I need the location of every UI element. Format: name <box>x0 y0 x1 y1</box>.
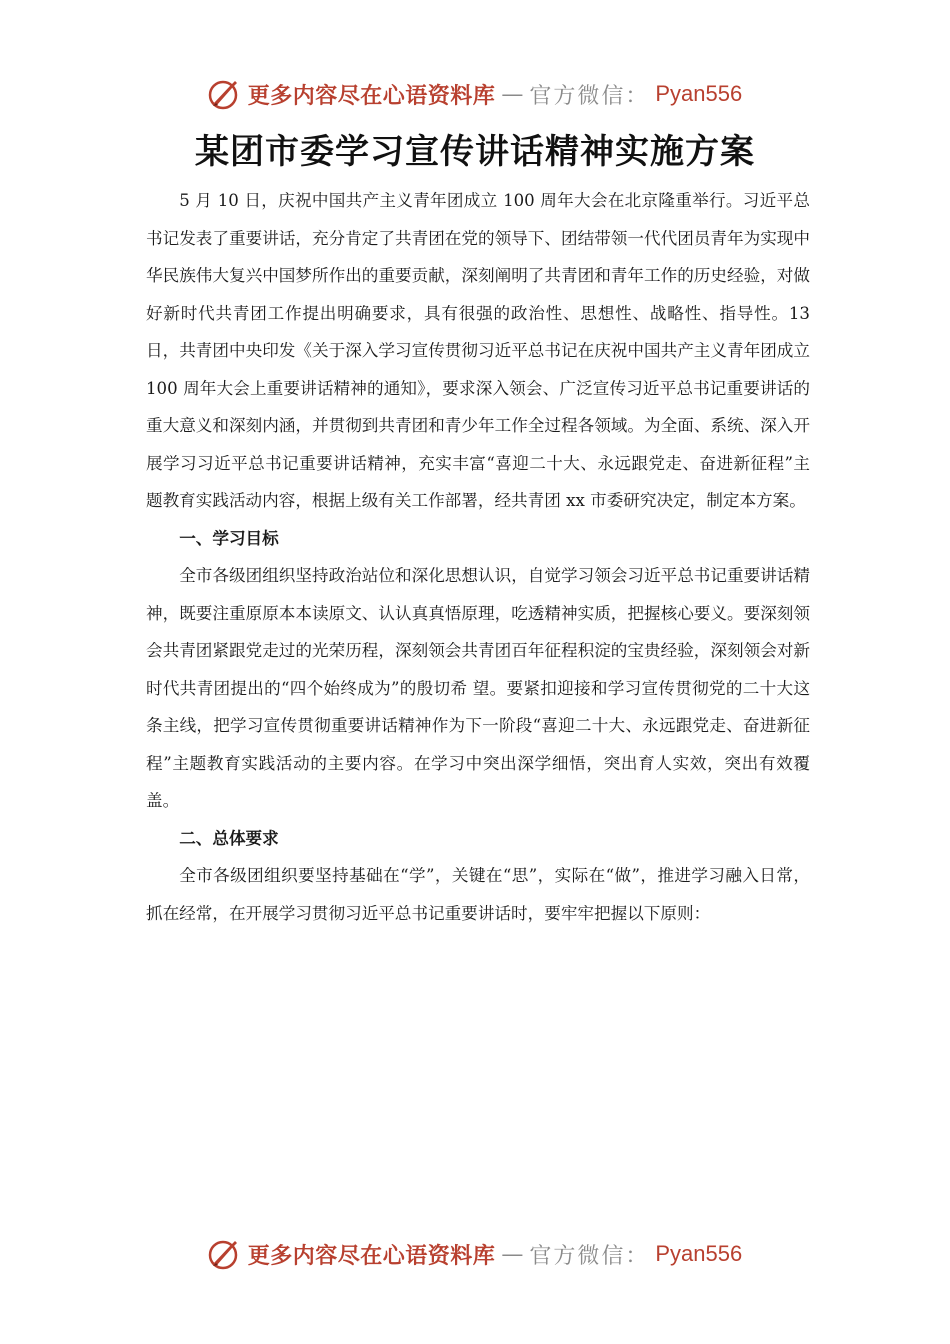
footer-banner <box>0 1234 950 1274</box>
intro-paragraph: 5 月 10 日，庆祝中国共产主义青年团成立 100 周年大会在北京隆重举行。习近平总书记发表了重要讲话，充分肯定了共青团在党的领导下、团结带领一代代团员青年为实现中华民族伟大复兴中国梦所作出的重要贡献，深刻阐明了共青团和青年工作的历史经验，对做好新时代共青团工作提出明确要求，具有很强的政治性、思想性、战略性、指导性。13 日，共青团中央印发《关于深入学习宣传贯彻习近平总书记在庆祝中国共产主义青年团成立 100 周年大会上重要讲话精神的通知》，要求深入领会、广泛宣传习近平总书记重要讲话的重大意义和深刻内涵，并贯彻到共青团和青少年工作全过程各领域。为全面、系统、深入开展学习习近平总书记重要讲话精神，充实丰富“喜迎二十大、永远跟党走、奋进新征程”主题教育实践活动内容，根据上级有关工作部署，经共青团 xx 市委研究决定，制定本方案。 <box>146 191 810 510</box>
banner-separator: — <box>501 81 524 107</box>
banner-wechat-id: Pyan556 <box>655 81 743 106</box>
pen-seal-icon <box>208 77 242 111</box>
banner-wechat-id: Pyan556 <box>655 1241 743 1266</box>
goals-paragraph: 全市各级团组织坚持政治站位和深化思想认识，自觉学习领会习近平总书记重要讲话精神，既要注重原原本本读原文、认认真真悟原理，吃透精神实质，把握核心要义。要深刻领会共青团紧跟党走过的光荣历程，深刻领会共青团百年征程积淀的宝贵经验，深刻领会对新时代共青团提出的“四个始终成为”的殷切希 望。要紧扣迎接和学习宣传贯彻党的二十大这条主线，把学习宣传贯彻重要讲话精神作为下一阶段“喜迎二十大、永远跟党走、奋进新征程”主题教育实践活动的主要内容。在学习中突出深学细悟，突出育人实效，突出有效覆盖。 <box>146 566 810 810</box>
document-body <box>146 182 810 932</box>
banner-brand: 更多内容尽在心语资料库 <box>247 82 496 109</box>
section-heading-requirements: 二、总体要求 <box>179 828 279 848</box>
banner-separator: — <box>501 1241 524 1267</box>
header-banner <box>0 74 950 114</box>
document-title: 某团市委学习宣传讲话精神实施方案 <box>195 132 755 172</box>
banner-brand: 更多内容尽在心语资料库 <box>247 1242 496 1269</box>
section-heading-goals: 一、学习目标 <box>179 528 279 548</box>
banner-official-label: 官方微信： <box>529 1243 650 1269</box>
banner-official-label: 官方微信： <box>529 83 650 109</box>
requirements-paragraph: 全市各级团组织要坚持基础在“学”，关键在“思”，实际在“做”，推进学习融入日常，抓在经常，在开展学习贯彻习近平总书记重要讲话时，要牢牢把握以下原则： <box>146 866 810 923</box>
pen-seal-icon <box>208 1237 242 1271</box>
